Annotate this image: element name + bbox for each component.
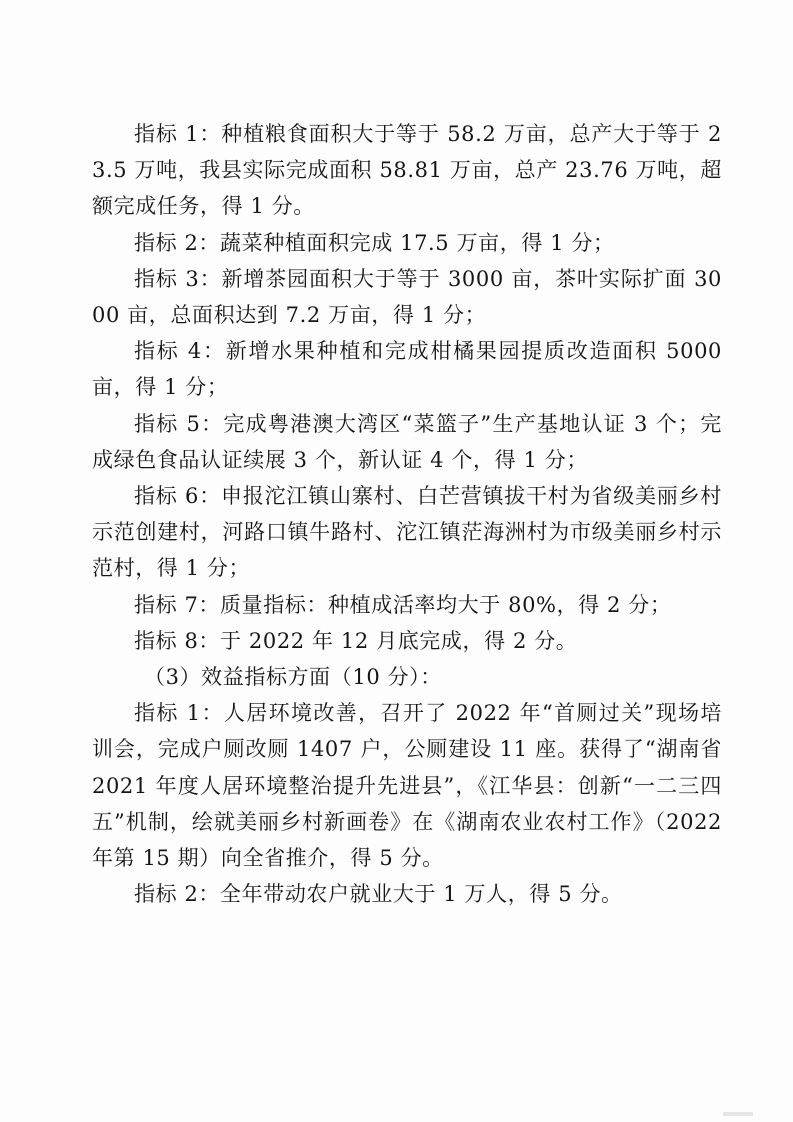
paragraph-timeliness-indicator: 指标 8：于 2022 年 12 月底完成，得 2 分。 — [134, 628, 578, 653]
document-body — [92, 116, 722, 912]
paragraph-village-indicator: 指标 6：申报沱江镇山寨村、白芒营镇拔干村为省级美丽乡村示范创建村，河路口镇牛路村、沱江镇茫海洲村为市级美丽乡村示范村，得 1 分； — [92, 484, 722, 581]
paragraph-certification-indicator: 指标 5：完成粤港澳大湾区“菜篮子”生产基地认证 3 个；完成绿色食品认证续展 3 个，新认证 4 个，得 1 分； — [92, 411, 722, 472]
paragraph-environment-indicator: 指标 1：人居环境改善，召开了 2022 年“首厕过关”现场培训会，完成户厕改厕 1407 户，公厕建设 11 座。获得了“湖南省 2021 年度人居环境整治提升先进县”，《江华县：创新“一二三四五”机制，绘就美丽乡村新画卷》在《湖南农业农村工作》（2022 年第 15 期）向全省推介，得 5 分。 — [92, 701, 722, 871]
paragraph-quality-indicator: 指标 7：质量指标：种植成活率均大于 80%，得 2 分； — [134, 592, 672, 617]
scan-artifact — [723, 1112, 753, 1116]
paragraph-vegetable-indicator: 指标 2：蔬菜种植面积完成 17.5 万亩，得 1 分； — [134, 230, 615, 255]
section-heading-benefit: （3）效益指标方面（10 分）： — [144, 665, 442, 690]
paragraph-employment-indicator: 指标 2：全年带动农户就业大于 1 万人，得 5 分。 — [134, 882, 623, 907]
paragraph-tea-indicator: 指标 3：新增茶园面积大于等于 3000 亩，茶叶实际扩面 3000 亩，总面积达到 7.2 万亩，得 1 分； — [92, 266, 722, 328]
paragraph-grain-indicator: 指标 1：种植粮食面积大于等于 58.2 万亩，总产大于等于 23.5 万吨，我县实际完成面积 58.81 万亩，总产 23.76 万吨，超额完成任务，得 1 分。 — [92, 122, 722, 219]
paragraph-fruit-indicator: 指标 4：新增水果种植和完成柑橘果园提质改造面积 5000 亩，得 1 分； — [92, 339, 722, 400]
